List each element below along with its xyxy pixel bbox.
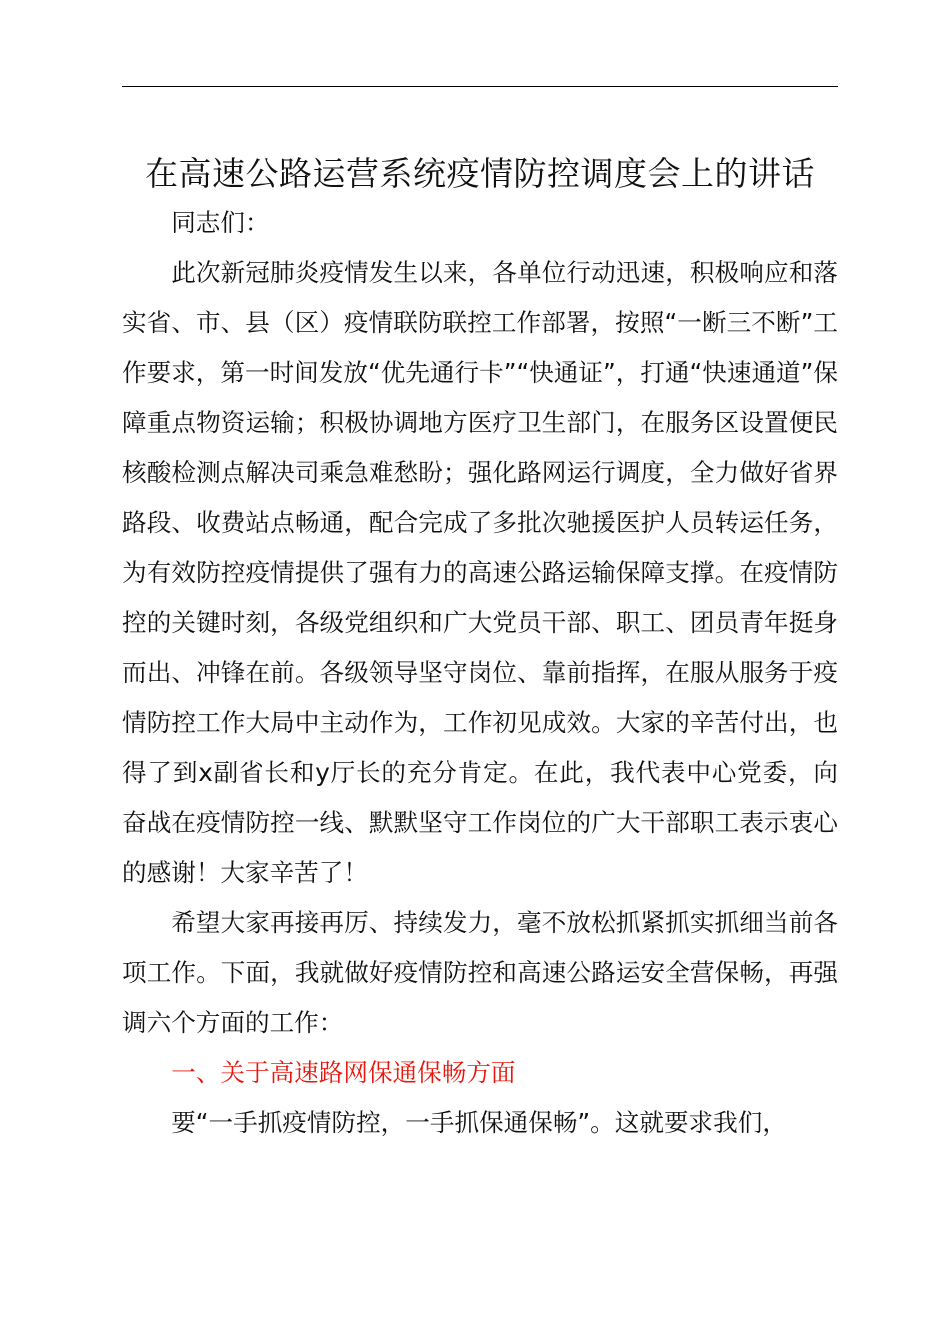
paragraph-1: 此次新冠肺炎疫情发生以来，各单位行动迅速，积极响应和落实省、市、县（区）疫情联防联控工作部署，按照“一断三不断”工作要求，第一时间发放“优先通行卡”“快通证”，打通“快速通道”保障重点物资运输；积极协调地方医疗卫生部门，在服务区设置便民核酸检测点解决司乘急难愁盼；强化路网运行调度，全力做好省界路段、收费站点畅通，配合完成了多批次驰援医护人员转运任务，为有效防控疫情提供了强有力的高速公路运输保障支撑。在疫情防控的关键时刻，各级党组织和广大党员干部、职工、团员青年挺身而出、冲锋在前。各级领导坚守岗位、靠前指挥，在服从服务于疫情防控工作大局中主动作为，工作初见成效。大家的辛苦付出，也得了到x副省长和y厅长的充分肯定。在此，我代表中心党委，向奋战在疫情防控一线、默默坚守工作岗位的广大干部职工表示衷心的感谢！大家辛苦了！ <box>122 258 838 887</box>
header-rule <box>122 86 838 87</box>
paragraph-2: 希望大家再接再厉、持续发力，毫不放松抓紧抓实抓细当前各项工作。下面，我就做好疫情防控和高速公路运安全营保畅，再强调六个方面的工作： <box>122 908 838 1037</box>
document-title: 在高速公路运营系统疫情防控调度会上的讲话 <box>145 154 815 193</box>
document-body <box>122 198 838 1148</box>
paragraph-3: 要“一手抓疫情防控，一手抓保通保畅”。这就要求我们， <box>171 1108 787 1137</box>
salutation: 同志们： <box>171 208 270 237</box>
section-heading-1: 一、关于高速路网保通保畅方面 <box>171 1058 516 1087</box>
